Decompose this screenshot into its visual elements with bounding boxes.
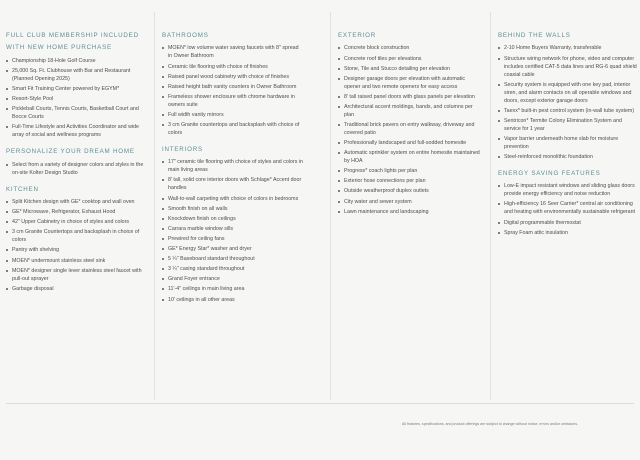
section-heading: EXTERIOR [338,32,377,39]
feature-list [338,44,480,215]
column-divider [490,12,491,400]
feature-item: Smart Fit Training Center powered by EGYM* [6,85,148,93]
feature-item: Smooth finish on all walls [162,205,304,213]
feature-item: Full-Time Lifestyle and Activities Coordinator and wide array of social and wellness programs [6,123,148,139]
section-heading: FULL CLUB MEMBERSHIP INCLUDED [6,32,139,39]
feature-item: Sentricon* Termite Colony Elimination System and service for 1 year [498,117,640,133]
feature-item: 10' ceilings in all other areas [162,296,304,304]
footer-rule [6,403,634,404]
feature-item: City water and sewer system [338,198,480,206]
feature-item: 2-10 Home Buyers Warranty, transferable [498,44,640,52]
section-heading: KITCHEN [6,185,39,193]
feature-list [498,44,640,161]
feature-item: Grand Foyer entrance [162,275,304,283]
feature-item: 3 ¼" casing standard throughout [162,265,304,273]
feature-item: GE* Microwave, Refrigerator, Exhaust Hood [6,208,148,216]
feature-item: High-efficiency 16 Seer Carrier* central air conditioning and heating with environmentally sustainable refrigerant [498,200,640,216]
feature-item: Prewired for ceiling fans [162,235,304,243]
feature-list [6,57,148,139]
feature-item: MOEN* undermount stainless steel sink [6,257,148,265]
feature-item: Outside weatherproof duplex outlets [338,187,480,195]
feature-item: Garbage disposal [6,285,148,293]
feature-item: Designer garage doors per elevation with automatic opener and two remote openers for easy access [338,75,480,91]
feature-item: Progress* coach lights per plan [338,167,480,175]
feature-item: 3 cm Granite Countertops and backsplash in choice of colors [6,228,148,244]
feature-item: Knockdown finish on ceilings [162,215,304,223]
feature-item: Championship 18-Hole Golf Course [6,57,148,65]
feature-item: Split Kitchen design with GE* cooktop and wall oven [6,198,148,206]
feature-item: 25,000 Sq. Ft. Clubhouse with Bar and Restaurant (Planned Opening 2025) [6,67,148,83]
feature-list [162,158,304,303]
section-heading: WITH NEW HOME PURCHASE [6,44,112,52]
feature-item: GE* Energy Star* washer and dryer [162,245,304,253]
feature-item: Pickleball Courts, Tennis Courts, Basketball Court and Bocce Courts [6,105,148,121]
feature-item: Spray Foam attic insulation [498,229,640,237]
feature-item: Stone, Tile and Stucco detailing per elevation [338,65,480,73]
feature-item: Taexx* built-in pest control system (in-wall tube system) [498,107,640,115]
feature-item: Traditional brick pavers on entry walkway, driveway and covered patio [338,121,480,137]
feature-list [6,161,148,177]
section-heading: BEHIND THE WALLS [498,32,571,39]
feature-list [498,182,640,236]
section-heading: BATHROOMS [162,32,209,39]
feature-item: Full width vanity mirrors [162,111,304,119]
column-divider [330,12,331,400]
feature-item: Concrete roof tiles per elevations [338,55,480,63]
disclaimer-text: All features, specifications, and product offerings are subject to change without notice, errors and/or omissions. [401,422,579,426]
feature-item: Low-E impact resistant windows and sliding glass doors provide energy efficiency and noise reduction [498,182,640,198]
feature-item: Security system is equipped with one key pad, interior siren, and alarm contacts on all operable windows and doors, except exterior garage doors [498,81,640,105]
feature-item: Raised panel wood cabinetry with choice of finishes [162,73,304,81]
feature-item: 17" ceramic tile flooring with choice of styles and colors in main living areas [162,158,304,174]
column-club-kitchen [6,32,148,302]
feature-item: Automatic sprinkler system on entire homesite maintained by HOA [338,149,480,165]
feature-item: Concrete block construction [338,44,480,52]
feature-item: 42" Upper Cabinetry in choice of styles and colors [6,218,148,226]
column-divider [154,12,155,400]
feature-item: Ceramic tile flooring with choice of finishes [162,63,304,71]
feature-item: 3 cm Granite countertops and backsplash with choice of colors [162,121,304,137]
feature-item: Wall-to-wall carpeting with choice of colors in bedrooms [162,195,304,203]
feature-item: MOEN* designer single lever stainless steel faucet with pull-out sprayer [6,267,148,283]
feature-item: 8' tall raised panel doors with glass panels per elevation [338,93,480,101]
feature-item: Frameless shower enclosure with chrome hardware in owners suite [162,93,304,109]
column-bath-interiors [162,32,304,313]
feature-item: Lawn maintenance and landscaping [338,208,480,216]
feature-item: Vapor barrier underneath home slab for moisture prevention [498,135,640,151]
feature-item: Exterior hose connections per plan [338,177,480,185]
feature-item: Steel-reinforced monolithic foundation [498,153,640,161]
feature-item: Carrara marble window sills [162,225,304,233]
feature-item: Resort-Style Pool [6,95,148,103]
feature-item: Raised height bath vanity counters in Owner Bathroom [162,83,304,91]
section-heading: INTERIORS [162,145,203,153]
section-heading: ENERGY SAVING FEATURES [498,169,601,177]
feature-item: Structure wiring network for phone, video and computer includes certified CAT-5 data lines and RG-6 quad shield coaxial cable [498,55,640,79]
feature-item: Pantry with shelving [6,246,148,254]
section-heading: PERSONALIZE YOUR DREAM HOME [6,148,135,156]
feature-item: Digital programmable thermostat [498,219,640,227]
feature-item: 11'-4" ceilings in main living area [162,285,304,293]
feature-list [162,44,304,137]
feature-item: MOEN* low volume water saving faucets with 8" spread in Owner Bathroom [162,44,304,60]
feature-item: Architectural accent moldings, bands, and columns per plan [338,103,480,119]
feature-item: Select from a variety of designer colors and styles in the on-site Kolter Design Studio [6,161,148,177]
column-walls-energy [498,32,640,246]
feature-item: Professionally landscaped and full-sodded homesite [338,139,480,147]
feature-item: 5 ¼" Baseboard standard throughout [162,255,304,263]
column-exterior [338,32,480,225]
feature-item: 8' tall, solid core interior doors with Schlage* Accent door handles [162,176,304,192]
feature-list [6,198,148,293]
